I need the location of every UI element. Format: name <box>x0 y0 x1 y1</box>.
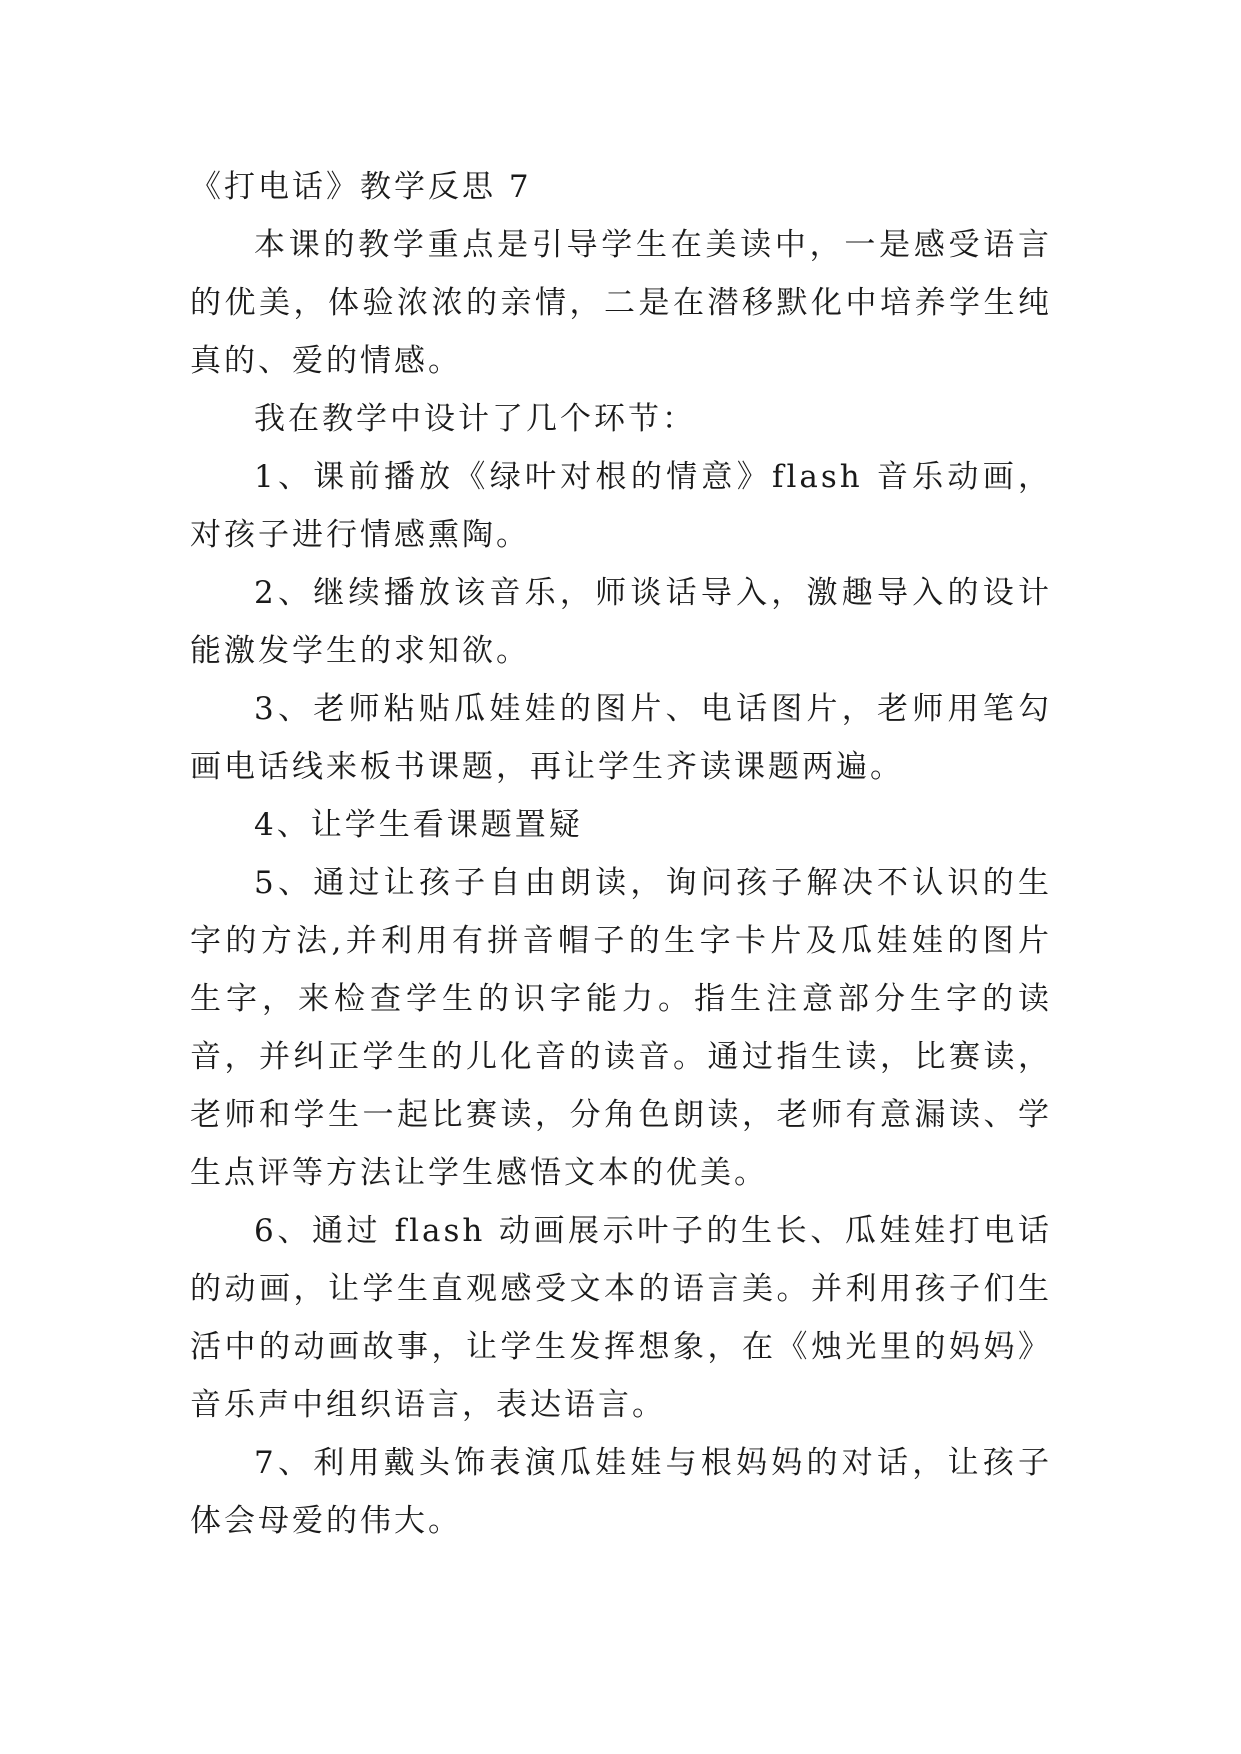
paragraph-step-3: 3、老师粘贴瓜娃娃的图片、电话图片，老师用笔勾画电话线来板书课题，再让学生齐读课题两遍。 <box>190 691 1052 785</box>
paragraph-design-steps: 我在教学中设计了几个环节： <box>254 401 696 437</box>
document-body <box>190 158 1052 1550</box>
paragraph-intro: 本课的教学重点是引导学生在美读中，一是感受语言的优美，体验浓浓的亲情，二是在潜移默化中培养学生纯真的、爱的情感。 <box>190 227 1052 379</box>
paragraph-step-7: 7、利用戴头饰表演瓜娃娃与根妈妈的对话，让孩子体会母爱的伟大。 <box>190 1445 1052 1539</box>
paragraph-step-6: 6、通过 flash 动画展示叶子的生长、瓜娃娃打电话的动画，让学生直观感受文本的语言美。并利用孩子们生活中的动画故事，让学生发挥想象，在《烛光里的妈妈》音乐声中组织语言，表达语言。 <box>190 1213 1052 1423</box>
paragraph-step-2: 2、继续播放该音乐，师谈话导入，激趣导入的设计能激发学生的求知欲。 <box>190 575 1052 669</box>
document-title: 《打电话》教学反思 7 <box>190 169 532 205</box>
paragraph-step-1: 1、课前播放《绿叶对根的情意》flash 音乐动画，对孩子进行情感熏陶。 <box>190 459 1052 553</box>
paragraph-step-5: 5、通过让孩子自由朗读，询问孩子解决不认识的生字的方法,并利用有拼音帽子的生字卡片及瓜娃娃的图片生字，来检查学生的识字能力。指生注意部分生字的读音，并纠正学生的儿化音的读音。通过指生读，比赛读，老师和学生一起比赛读，分角色朗读，老师有意漏读、学生点评等方法让学生感悟文本的优美。 <box>190 865 1052 1191</box>
paragraph-step-4: 4、让学生看课题置疑 <box>254 807 583 843</box>
